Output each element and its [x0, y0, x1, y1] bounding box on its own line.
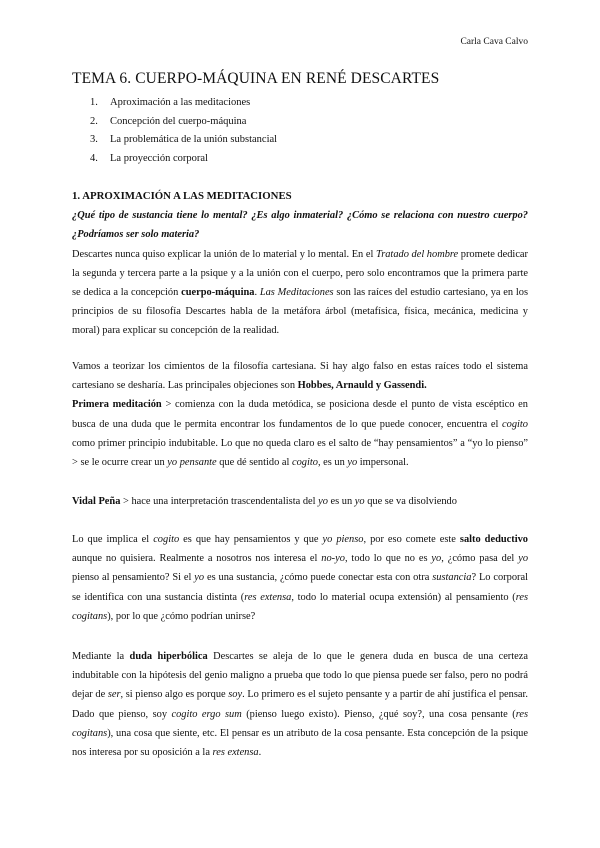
toc-item: [90, 94, 277, 113]
toc-item: [90, 113, 277, 132]
toc-label: La proyección corporal: [110, 153, 208, 165]
paragraph-1: Descartes nunca quiso explicar la unión de lo material y lo mental. En el Tratado del hombre promete dedicar la segunda y tercera parte a la psique y a la unión con el cuerpo, pero solo encontramos que la primera parte se dedica a la concepción cuerpo-máquina. Las Meditaciones son las raíces del estudio cartesiano, ya en los principios de su filosofía Descartes habla de la metáfora árbol (metafísica, física, mecánica, medicina y moral) para explicar su concepción de la realidad.: [72, 248, 529, 337]
toc-item: [90, 131, 277, 150]
toc-number: 3.: [90, 134, 98, 146]
paragraph-5: Mediante la duda hiperbólica Descartes se aleja de lo que le genera duda en busca de una certeza indubitable con la hipótesis del genio maligno a prueba que todo lo que piensa puede ser falso, pero no podrá dejar de ser, si pienso algo es porque soy. Lo primero es el sujeto pensante y a partir de ahí justifica el pensar. Dado que pienso, soy cogito ergo sum (pienso luego existo). Pienso, ¿qué soy?, una cosa pensante (res cogitans), una cosa que siente, etc. El pensar es un atributo de la cosa pensante. Esta concepción de la psique nos interesa por su oposición a la res extensa.: [72, 651, 529, 759]
section-1-continued: [72, 357, 528, 472]
toc-item: [90, 150, 277, 169]
toc-label: La problemática de la unión substancial: [110, 134, 278, 146]
vidal-pena-note: [72, 492, 528, 511]
table-of-contents: [90, 94, 277, 169]
paragraph-2: Vamos a teorizar los cimientos de la filosofía cartesiana. Si hay algo falso en estas raíces todo el sistema cartesiano se desharía. Las principales objeciones son Hobbes, Arnauld y Gassendi. Primera meditación > comienza con la duda metódica, se posiciona desde el punto de vista escéptico en busca de una duda que le permita encontrar los fundamentos de lo que puede conocer, encuentra el cogito como primer principio indubitable. Lo que no queda claro es el salto de “hay pensamientos” a “yo lo pienso” > se le ocurre crear un yo pensante que dé sentido al cogito, es un yo impersonal.: [72, 361, 528, 469]
toc-number: 4.: [90, 153, 98, 165]
paragraph-3: Vidal Peña > hace una interpretación trascendentalista del yo es un yo que se va disolviendo: [72, 496, 457, 507]
toc-label: Aproximación a las meditaciones: [110, 97, 251, 108]
hyperbolic-doubt-paragraph: [72, 647, 528, 762]
toc-number: 2.: [90, 115, 98, 127]
section-heading: 1. APROXIMACIÓN A LAS MEDITACIONES: [72, 190, 292, 202]
paragraph-4: Lo que implica el cogito es que hay pensamientos y que yo pienso, por eso comete este salto deductivo aunque no quisiera. Realmente a nosotros nos interesa el no-yo, todo lo que no es yo, ¿cómo pasa del yo pienso al pensamiento? Si el yo es una sustancia, ¿cómo puede conectar esta con otra sustancia? Lo corporal se identifica con una sustancia distinta (res extensa, todo lo material ocupa extensión) al pensamiento (res cogitans), por lo que ¿cómo podrían unirse?: [72, 534, 529, 622]
section-1: [72, 187, 528, 341]
toc-label: Concepción del cuerpo-máquina: [110, 115, 247, 127]
section-question: ¿Qué tipo de sustancia tiene lo mental? ¿Es algo inmaterial? ¿Cómo se relaciona con nuestro cuerpo? ¿Podríamos ser solo materia?: [72, 210, 528, 241]
cogito-paragraph: [72, 530, 528, 626]
toc-number: 1.: [90, 97, 98, 108]
page-title: TEMA 6. CUERPO-MÁQUINA EN RENÉ DESCARTES: [72, 70, 440, 87]
author-name: Carla Cava Calvo: [460, 37, 528, 47]
